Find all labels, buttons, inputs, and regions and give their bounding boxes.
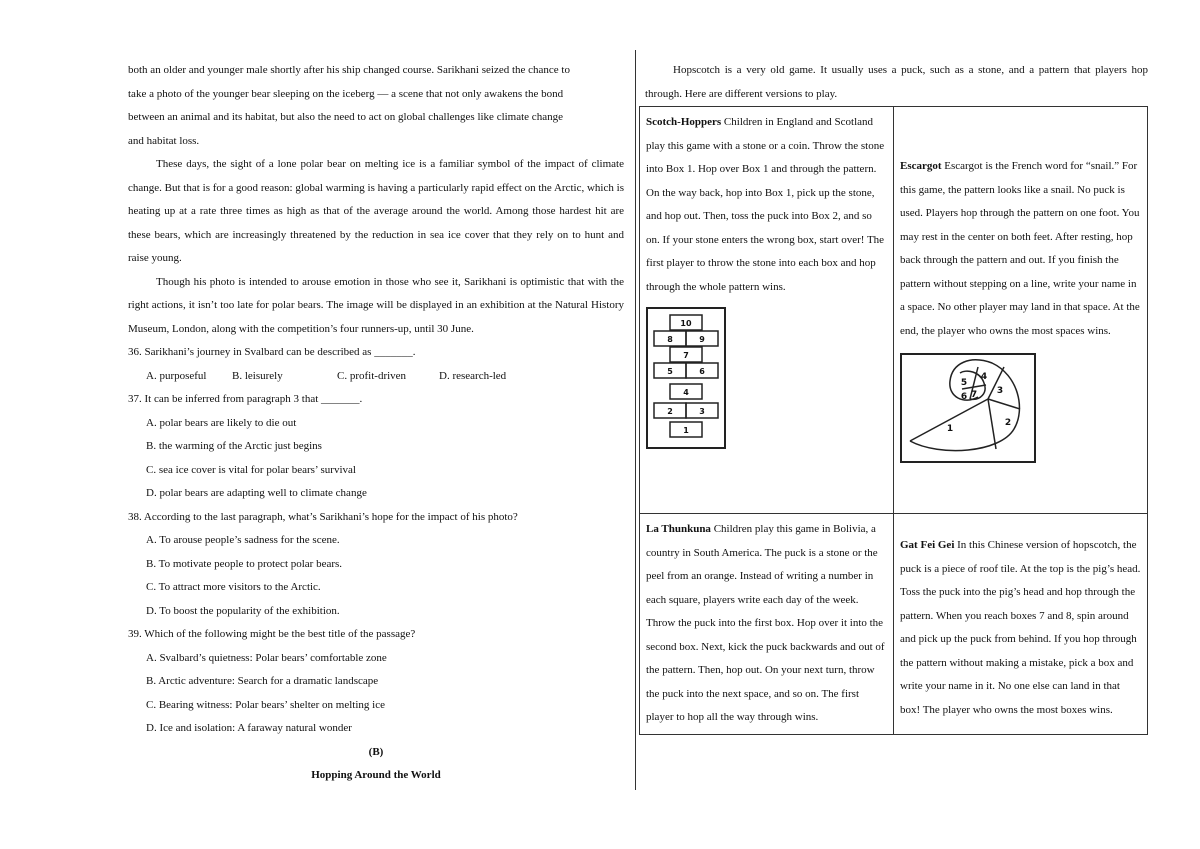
option: A. Svalbard’s quietness: Polar bears’ comfortable zone: [146, 651, 387, 664]
hopscotch-number: 9: [699, 335, 705, 344]
option: D. polar bears are adapting well to climate change: [146, 487, 367, 499]
section-label: (B): [368, 745, 384, 758]
option: B. Arctic adventure: Search for a dramatic landscape: [146, 675, 379, 687]
cell-text: Children in England and Scotland play this game with a stone or a coin. Throw the stone into Box 1. Hop over Box 1 and through the pattern. On the way back, hop into Box 1, pick up the stone, and hop out. Then, toss the puck into Box 2, and so on. If your stone enters the wrong box, start over! The first player to throw the stone into each box and hop through the whole pattern wins.: [646, 116, 885, 293]
cell-title: La Thunkuna: [646, 523, 711, 535]
option: A. polar bears are likely to die out: [146, 416, 297, 429]
snail-number: 5: [960, 378, 968, 388]
snail-number: 4: [980, 372, 988, 382]
hopscotch-number: 10: [680, 319, 692, 328]
snail-number: 6: [960, 392, 968, 402]
hopscotch-number: 2: [667, 407, 673, 416]
snail-number: 1: [946, 424, 954, 434]
option: D. To boost the popularity of the exhibition.: [146, 604, 340, 617]
snail-number: 7: [970, 390, 978, 400]
option: B. leisurely: [232, 369, 283, 382]
cell-text: Children play this game in Bolivia, a country in South America. The puck is a stone or the peel from an orange. Instead of writing a number in each square, players write each day of the week. Throw the puck into the first box. Hop over it into the second box. Next, kick the puck backwards and out of the pattern. Then, hop out. On your next turn, throw the puck into the next space, and so on. The first player to hop all the way through wins.: [646, 523, 885, 723]
q36-options: [146, 365, 624, 389]
hopscotch-number: 8: [667, 335, 673, 344]
cell-scotch-hoppers: [640, 107, 894, 514]
question-38: 38. According to the last paragraph, what’s Sarikhani’s hope for the impact of his photo?: [128, 510, 518, 523]
snail-number: 2: [1004, 418, 1012, 428]
option: A. purposeful: [146, 369, 207, 382]
option: B. To motivate people to protect polar bears.: [146, 557, 343, 570]
cell-title: Gat Fei Gei: [900, 539, 955, 551]
section-title: Hopping Around the World: [311, 769, 441, 781]
option: A. To arouse people’s sadness for the scene.: [146, 534, 340, 546]
cell-title: Scotch-Hoppers: [646, 116, 722, 128]
cell-text: In this Chinese version of hopscotch, the puck is a piece of roof tile. At the top is the pig’s head. Toss the puck into the pig’s head and hop through the pattern. When you reach boxes 7 and 8, spin around and pick up the puck from behind. If you hop through the pattern without making a mistake, pick a box and write your name in it. No one else can land in that box! The player who owns the most boxes wins.: [900, 539, 1141, 716]
para1-line: take a photo of the younger bear sleeping on the iceberg — a scene that not only awakens the bond: [128, 87, 564, 100]
snail-diagram: [900, 353, 1036, 463]
hopscotch-number: 5: [667, 367, 673, 376]
left-column: [128, 59, 624, 788]
option: D. Ice and isolation: A faraway natural wonder: [146, 722, 352, 734]
paragraph-2: These days, the sight of a lone polar bear on melting ice is a familiar symbol of the impact of climate change. But that is for a good reason: global warming is having a particularly rapid effect on the Arctic, which is heating up at a rate three times as high as that of the average around the world. Among those hardest hit are these bears, which are increasingly threatened by the reduction in sea ice cover that they rely on to hunt and raise young.: [128, 158, 624, 264]
paragraph-3: Though his photo is intended to arouse emotion in those who see it, Sarikhani is optimistic that with the right actions, it isn’t too late for polar bears. The image will be displayed in an exhibition at the Natural History Museum, London, along with the competition’s four runners-up, until 30 June.: [128, 275, 624, 335]
intro-paragraph: Hopscotch is a very old game. It usually uses a puck, such as a stone, and a pattern that players hop through. Here are different versions to play.: [645, 64, 1148, 100]
option: B. the warming of the Arctic just begins: [146, 440, 322, 452]
right-column: [645, 59, 1148, 735]
cell-escargot: [894, 107, 1148, 514]
question-37: 37. It can be inferred from paragraph 3 that _______.: [128, 393, 363, 405]
option: C. To attract more visitors to the Arctic.: [146, 581, 321, 593]
cell-la-thunkuna: [640, 514, 894, 735]
option: D. research-led: [439, 369, 507, 382]
cell-text: Escargot is the French word for “snail.” For this game, the pattern looks like a snail. No puck is used. Players hop through the pattern on one foot. You may rest in the center on both feet. After resting, hop back through the pattern and out. If you finish the pattern without stepping on a line, write your name in a space. No other player may land in that space. At the end, the player who owns the most spaces wins.: [900, 160, 1140, 337]
question-39: 39. Which of the following might be the best title of the passage?: [128, 628, 416, 640]
hopscotch-number: 6: [699, 367, 705, 376]
hopscotch-number: 1: [683, 426, 689, 435]
cell-gat-fei-gei: [894, 514, 1148, 735]
para1-line: between an animal and its habitat, but also the need to act on global challenges like climate change: [128, 111, 563, 123]
question-36: 36. Sarikhani’s journey in Svalbard can be described as _______.: [128, 346, 416, 358]
hopscotch-number: 7: [683, 351, 689, 360]
cell-title: Escargot: [900, 160, 942, 172]
option: C. Bearing witness: Polar bears’ shelter on melting ice: [146, 698, 385, 711]
para1-line: and habitat loss.: [128, 134, 200, 147]
hopscotch-table: [639, 106, 1148, 735]
option: C. profit-driven: [337, 369, 407, 382]
para1-line: both an older and younger male shortly after his ship changed course. Sarikhani seized the chance to: [128, 64, 570, 76]
hopscotch-number: 3: [699, 407, 705, 416]
option: C. sea ice cover is vital for polar bears’ survival: [146, 463, 356, 476]
hopscotch-number: 4: [683, 388, 689, 397]
snail-number: 3: [996, 386, 1004, 396]
hopscotch-diagram: [646, 307, 726, 449]
column-divider: [635, 50, 636, 790]
